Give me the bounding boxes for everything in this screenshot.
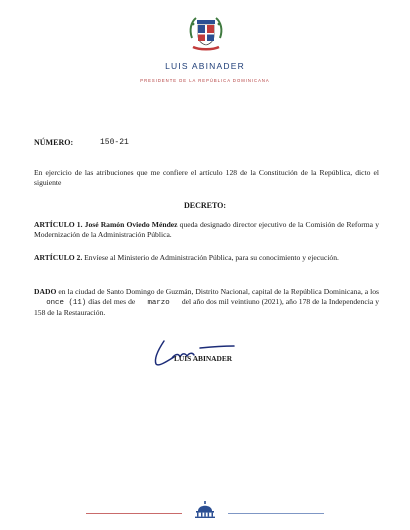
intro-paragraph: En ejercicio de las atribuciones que me confiere el artículo 128 de la Constitución de la República, dicto el siguiente [34,168,379,187]
dado-month: marzo [147,299,170,307]
coat-of-arms-icon [187,14,225,54]
dado-text-3: del año dos mil veintiuno (2021), año 178 de la Independencia y 158 de la Restauración. [34,297,380,317]
header-title: PRESIDENTE DE LA REPÚBLICA DOMINICANA [140,78,270,83]
numero-value: 150-21 [100,138,129,147]
article-1 [34,220,379,240]
header-name: LUIS ABINADER [165,61,245,71]
numero-label: NÚMERO: [34,138,74,147]
palace-dome-icon [193,500,217,518]
dado-text-1: en la ciudad de Santo Domingo de Guzmán, Distrito Nacional, capital de la República Dominicana, a los [58,287,379,296]
dado-day: once (11) [46,299,87,307]
article-2-text: Envíese al Ministerio de Administración Pública, para su conocimiento y ejecución. [84,253,339,262]
dado-label: DADO [34,287,57,296]
decree-heading: DECRETO: [183,201,227,210]
footer-line-right [228,513,324,514]
handwritten-signature [148,338,238,368]
article-2-label: ARTÍCULO 2. [34,253,83,262]
dado-paragraph [34,287,379,318]
footer-line-left [86,513,182,514]
article-2 [34,253,379,263]
dado-text-2: días del mes de [88,297,136,306]
article-1-name: José Ramón Oviedo Méndez [84,220,178,229]
signatory-name: LUIS ABINADER [174,354,233,363]
article-1-label: ARTÍCULO 1. [34,220,83,229]
article-1-text: queda designado director ejecutivo de la Comisión de Reforma y Modernización de la Administración Pública. [34,220,379,239]
